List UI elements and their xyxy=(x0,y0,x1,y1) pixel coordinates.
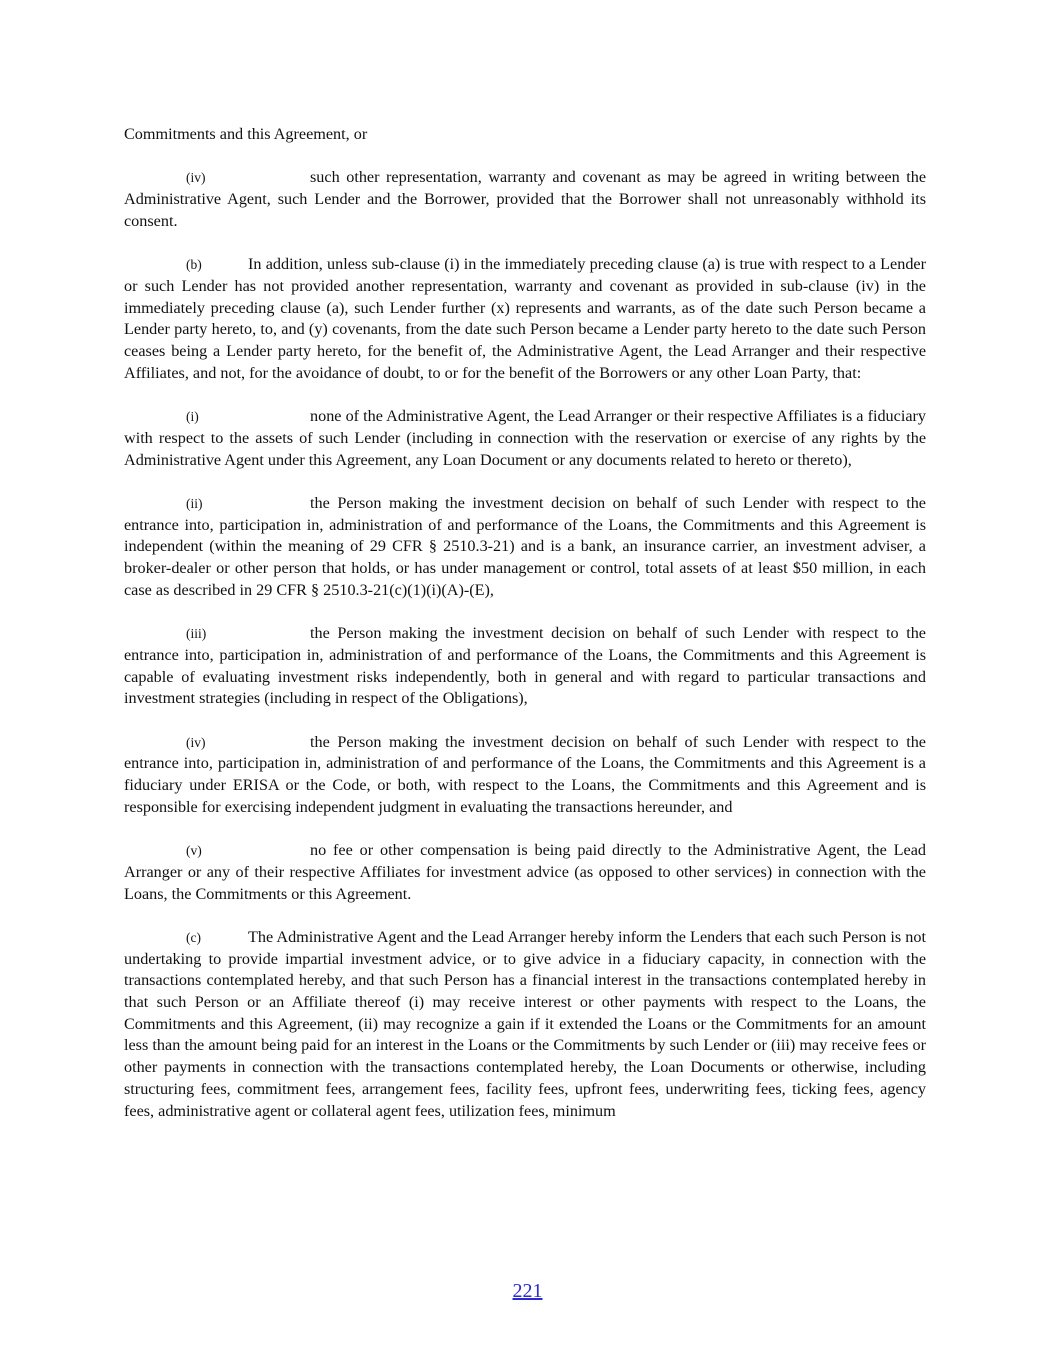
paragraph-text: The Administrative Agent and the Lead Arranger hereby inform the Lenders that each such Person is not undertaking to provide impartial investment advice, or to give advice in a fiduciary capacity, in connection with the transactions contemplated hereby, and that such Person has a financial interest in the transactions contemplated hereby in that such Person or an Affiliate thereof (i) may receive interest or other payments with respect to the Loans, the Commitments and this Agreement, (ii) may recognize a gain if it extended the Loans or the Commitments for an amount less than the amount being paid for an interest in the Loans or the Commitments by such Lender or (iii) may receive fees or other payments in connection with the transactions contemplated hereby, the Loan Documents or otherwise, including structuring fees, commitment fees, arrangement fees, facility fees, upfront fees, underwriting fees, ticking fees, agency fees, administrative agent or collateral agent fees, utilization fees, minimum xyxy=(124,927,926,1120)
subclause-iii xyxy=(124,623,926,710)
subclause-marker: (iv) xyxy=(186,734,206,750)
page-number-link[interactable]: 221 xyxy=(512,1280,543,1302)
paragraph-text: the Person making the investment decision on behalf of such Lender with respect to the entrance into, participation in, administration of and performance of the Loans, the Commitments and this Agreement is a fiduciary under ERISA or the Code, or both, with respect to the Loans, the Commitments and this Agreement and is responsible for exercising independent judgment in evaluating the transactions hereunder, and xyxy=(124,732,926,816)
subclause-marker: (v) xyxy=(186,843,202,859)
clause-b xyxy=(124,254,926,384)
clause-marker: (b) xyxy=(186,257,202,273)
paragraph-text: none of the Administrative Agent, the Lead Arranger or their respective Affiliates is a fiduciary with respect to the assets of such Lender (including in connection with the reservation or exercise of any rights by the Administrative Agent under this Agreement, any Loan Document or any documents related to hereto or thereto), xyxy=(124,407,926,469)
paragraph-text: the Person making the investment decision on behalf of such Lender with respect to the entrance into, participation in, administration of and performance of the Loans, the Commitments and this Agreement is capable of evaluating investment risks independently, both in general and with regard to particular transactions and investment strategies (including in respect of the Obligations), xyxy=(124,624,926,708)
subclause-marker: (iv) xyxy=(186,170,206,186)
page-footer xyxy=(0,1280,1055,1303)
subclause-marker: (ii) xyxy=(186,495,203,511)
paragraph-text: the Person making the investment decision on behalf of such Lender with respect to the entrance into, participation in, administration of and performance of the Loans, the Commitments and this Agreement is independent (within the meaning of 29 CFR § 2510.3-21) and is a bank, an insurance carrier, an investment adviser, a broker-dealer or other person that holds, or has under management or control, total assets of at least $50 million, in each case as described in 29 CFR § 2510.3-21(c)(1)(i)(A)-(E), xyxy=(124,493,926,599)
paragraph-text: In addition, unless sub-clause (i) in the immediately preceding clause (a) is true with respect to a Lender or such Lender has not provided another representation, warranty and covenant as provided in sub-clause (iv) in the immediately preceding clause (a), such Lender further (x) represents and warrants, as of the date such Person became a Lender party hereto, to, and (y) covenants, from the date such Person became a Lender party hereto to the date such Person ceases being a Lender party hereto, for the benefit of, the Administrative Agent, the Lead Arranger and their respective Affiliates, and not, for the avoidance of doubt, to or for the benefit of the Borrowers or any other Loan Party, that: xyxy=(124,255,926,382)
clause-c xyxy=(124,927,926,1122)
subclause-v xyxy=(124,840,926,905)
paragraph-text: no fee or other compensation is being paid directly to the Administrative Agent, the Lead Arranger or any of their respective Affiliates for investment advice (as opposed to other services) in connection with the Loans, the Commitments or this Agreement. xyxy=(124,841,926,903)
subclause-i xyxy=(124,406,926,471)
subclause-marker: (i) xyxy=(186,409,199,425)
subclause-marker: (iii) xyxy=(186,626,207,642)
subclause-iv-representation xyxy=(124,167,926,232)
subclause-iv-fiduciary xyxy=(124,732,926,819)
subclause-ii xyxy=(124,493,926,602)
lead-in-text: Commitments and this Agreement, or xyxy=(124,125,368,143)
paragraph-text: such other representation, warranty and covenant as may be agreed in writing between the Administrative Agent, such Lender and the Borrower, provided that the Borrower shall not unreasonably withhold its consent. xyxy=(124,168,926,230)
document-page xyxy=(124,124,926,1122)
clause-marker: (c) xyxy=(186,929,201,945)
